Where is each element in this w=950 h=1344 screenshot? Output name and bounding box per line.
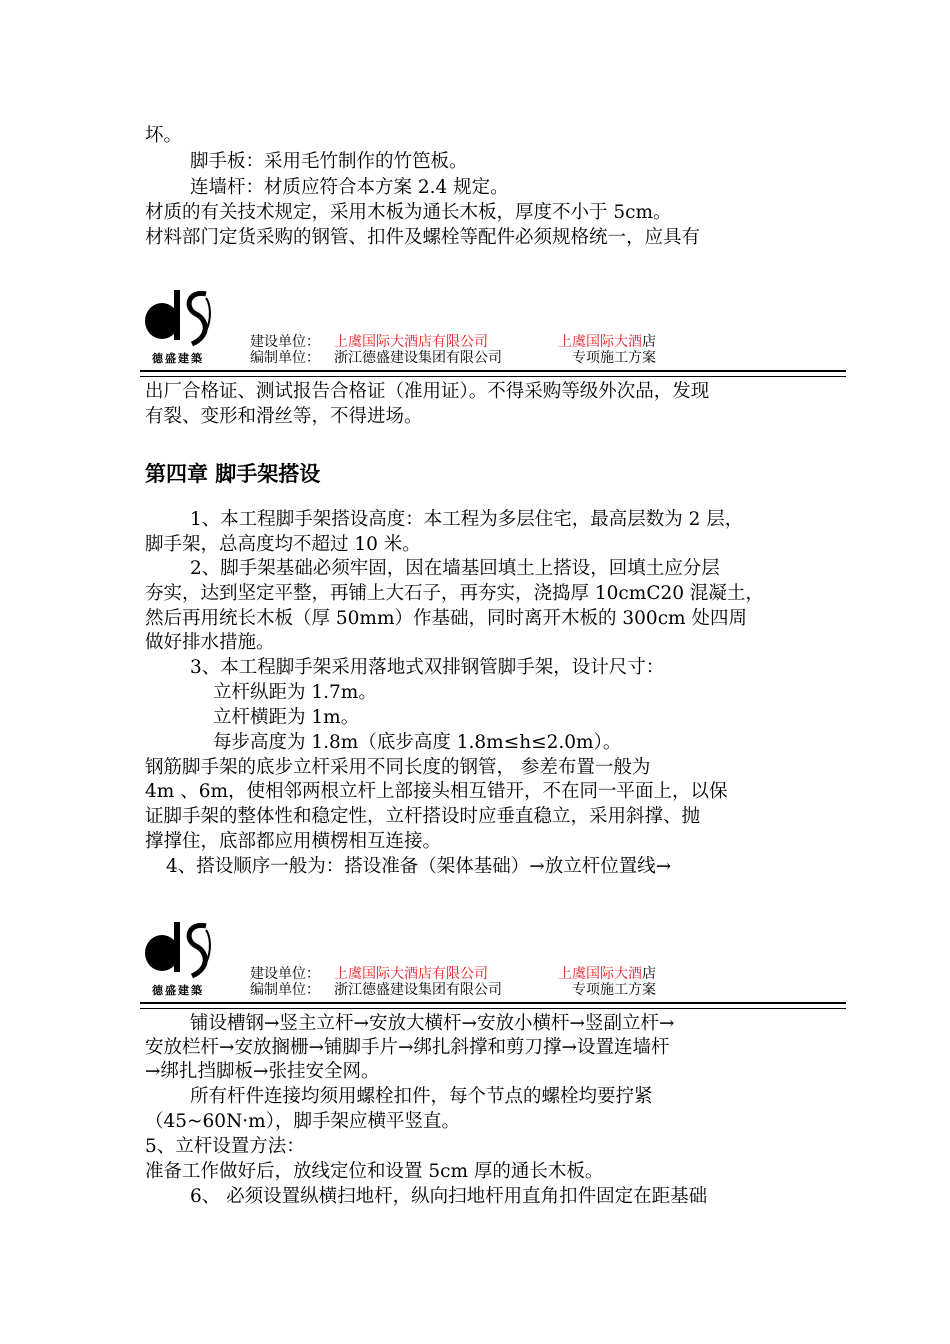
prepared-name: 浙江德盛建设集团有限公司 xyxy=(334,981,502,997)
logo-text: 德盛建築 xyxy=(152,984,204,997)
project-name xyxy=(558,965,656,981)
body-line: 2、脚手架基础必须牢固，因在墙基回填土上搭设，回填土应分层 xyxy=(190,558,720,579)
client-label: 建设单位： xyxy=(250,965,320,981)
body-line: 出厂合格证、测试报告合格证（准用证）。不得采购等级外次品，发现 xyxy=(145,381,710,402)
body-line: 然后再用统长木板（厚 50mm）作基础，同时离开木板的 300cm 处四周 xyxy=(145,608,747,629)
body-line: 3、本工程脚手架采用落地式双排钢管脚手架，设计尺寸： xyxy=(190,657,665,678)
body-line: 夯实，达到坚定平整，再铺上大石子，再夯实，浇捣厚 10cmC20 混凝土， xyxy=(145,583,764,604)
body-line: 立杆横距为 1m。 xyxy=(213,707,360,728)
body-line: 证脚手架的整体性和稳定性，立杆搭设时应垂直稳立，采用斜撑、抛 xyxy=(145,806,701,827)
header-rule-thick xyxy=(140,370,846,372)
body-line: 撑撑住，底部都应用横楞相互连接。 xyxy=(145,831,442,852)
company-logo xyxy=(140,920,220,1004)
body-line: 铺设槽钢→竖主立杆→安放大横杆→安放小横杆→竖副立杆→ xyxy=(190,1013,675,1034)
body-line: →绑扎挡脚板→张挂安全网。 xyxy=(145,1061,380,1082)
body-line: 材料部门定货采购的钢管、扣件及螺栓等配件必须规格统一，应具有 xyxy=(145,227,701,248)
company-logo xyxy=(140,288,220,372)
body-line: 每步高度为 1.8m（底步高度 1.8m≤h≤2.0m）。 xyxy=(213,732,622,753)
project-name-red: 上虞国际大酒 xyxy=(558,965,642,981)
project-name-suffix: 店 xyxy=(642,333,656,349)
body-line: 4m 、6m，使相邻两根立杆上部接头相互错开，不在同一平面上，以保 xyxy=(145,781,728,802)
project-name xyxy=(558,333,656,349)
client-label: 建设单位： xyxy=(250,333,320,349)
body-line: 所有杆件连接均须用螺栓扣件，每个节点的螺栓均要拧紧 xyxy=(190,1086,653,1107)
header-rule-thick xyxy=(140,1002,846,1004)
doc-type: 专项施工方案 xyxy=(572,349,656,365)
header-rule-thin xyxy=(140,1008,846,1009)
body-line: 5、立杆设置方法： xyxy=(145,1136,305,1157)
page-header xyxy=(140,288,850,378)
body-line: 钢筋脚手架的底步立杆采用不同长度的钢管， 参差布置一般为 xyxy=(145,757,651,778)
body-line: 做好排水措施。 xyxy=(145,632,275,653)
project-name-red: 上虞国际大酒 xyxy=(558,333,642,349)
body-line: 材质的有关技术规定，采用木板为通长木板，厚度不小于 5cm。 xyxy=(145,202,672,223)
prepared-name: 浙江德盛建设集团有限公司 xyxy=(334,349,502,365)
prepared-label: 编制单位： xyxy=(250,981,320,997)
client-name: 上虞国际大酒店有限公司 xyxy=(334,965,488,981)
doc-type: 专项施工方案 xyxy=(572,981,656,997)
project-name-suffix: 店 xyxy=(642,965,656,981)
body-line: 4、搭设顺序一般为：搭设准备（架体基础）→放立杆位置线→ xyxy=(166,856,672,877)
body-line: 脚手板：采用毛竹制作的竹笆板。 xyxy=(190,151,468,172)
body-line: 有裂、变形和滑丝等，不得进场。 xyxy=(145,406,423,427)
body-line: 6、 必须设置纵横扫地杆，纵向扫地杆用直角扣件固定在距基础 xyxy=(190,1186,708,1207)
body-line: 连墙杆：材质应符合本方案 2.4 规定。 xyxy=(190,177,509,198)
prepared-label: 编制单位： xyxy=(250,349,320,365)
body-line: 1、本工程脚手架搭设高度：本工程为多层住宅，最高层数为 2 层， xyxy=(190,509,744,530)
body-line: 脚手架，总高度均不超过 10 米。 xyxy=(145,534,421,555)
client-name: 上虞国际大酒店有限公司 xyxy=(334,333,488,349)
body-line: 坏。 xyxy=(145,125,183,146)
body-line: 安放栏杆→安放搁栅→铺脚手片→绑扎斜撑和剪刀撑→设置连墙杆 xyxy=(145,1037,670,1058)
body-line: 立杆纵距为 1.7m。 xyxy=(213,682,377,703)
page-header xyxy=(140,920,850,1010)
body-line: 准备工作做好后，放线定位和设置 5cm 厚的通长木板。 xyxy=(145,1161,604,1182)
body-line: （45~60N·m），脚手架应横平竖直。 xyxy=(145,1111,460,1132)
header-rule-thin xyxy=(140,376,846,377)
logo-text: 德盛建築 xyxy=(152,352,204,365)
chapter-title: 第四章 脚手架搭设 xyxy=(145,462,321,486)
